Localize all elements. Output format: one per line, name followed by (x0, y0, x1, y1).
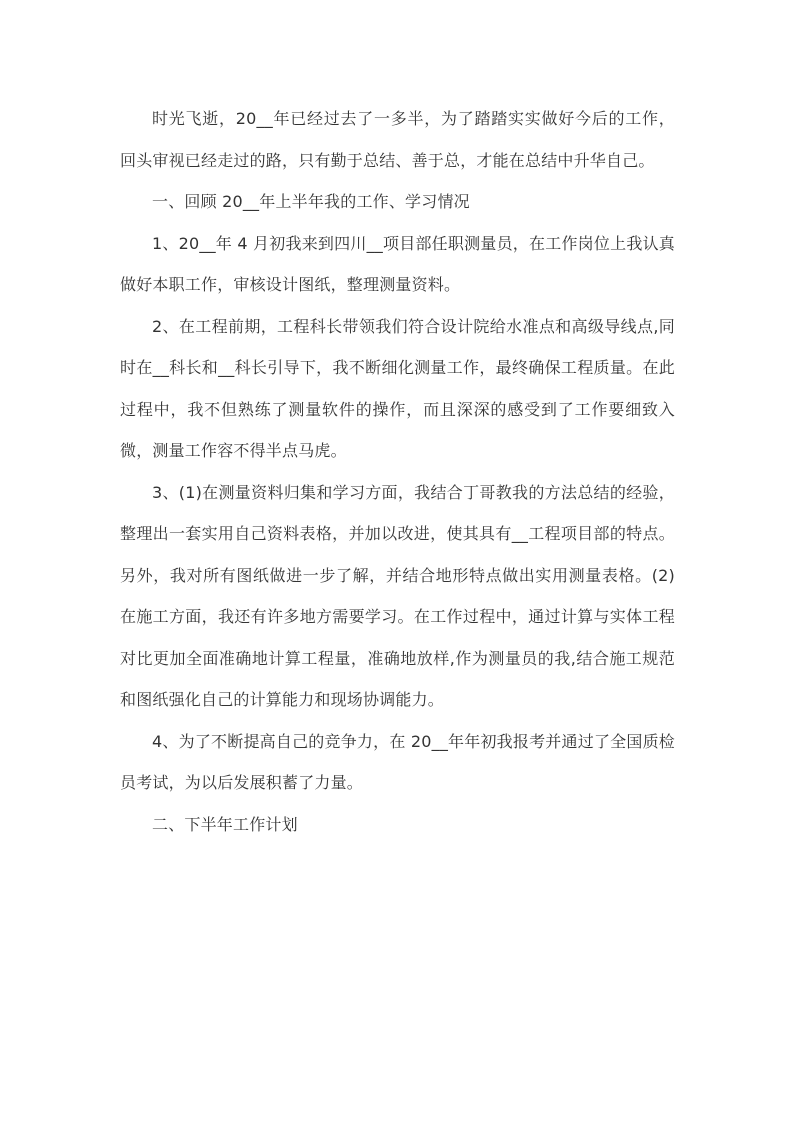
paragraph-item-4: 4、为了不断提高自己的竞争力，在 20__年年初我报考并通过了全国质检员考试，为以后发展积蓄了力量。 (120, 731, 675, 792)
document-body (120, 98, 675, 845)
section-heading-review: 一、回顾 20__年上半年我的工作、学习情况 (152, 192, 470, 211)
paragraph-item-2: 2、在工程前期，工程科长带领我们符合设计院给水准点和高级导线点,同时在__科长和__科长引导下，我不断细化测量工作，最终确保工程质量。在此过程中，我不但熟练了测量软件的操作，而且深深的感受到了工作要细致入微，测量工作容不得半点马虎。 (120, 316, 675, 460)
paragraph-intro: 时光飞逝，20__年已经过去了一多半，为了踏踏实实做好今后的工作，回头审视已经走过的路，只有勤于总结、善于总，才能在总结中升华自己。 (120, 109, 675, 170)
paragraph-item-1: 1、20__年 4 月初我来到四川__项目部任职测量员，在工作岗位上我认真做好本职工作，审核设计图纸，整理测量资料。 (120, 233, 675, 294)
section-heading-plan: 二、下半年工作计划 (152, 814, 298, 834)
paragraph-item-3: 3、(1)在测量资料归集和学习方面，我结合丁哥教我的方法总结的经验，整理出一套实用自己资料表格，并加以改进，使其具有__工程项目部的特点。另外，我对所有图纸做进一步了解，并结合地形特点做出实用测量表格。(2)在施工方面，我还有许多地方需要学习。在工作过程中，通过计算与实体工程对比更加全面准确地计算工程量，准确地放样,作为测量员的我,结合施工规范和图纸强化自己的计算能力和现场协调能力。 (120, 482, 675, 709)
